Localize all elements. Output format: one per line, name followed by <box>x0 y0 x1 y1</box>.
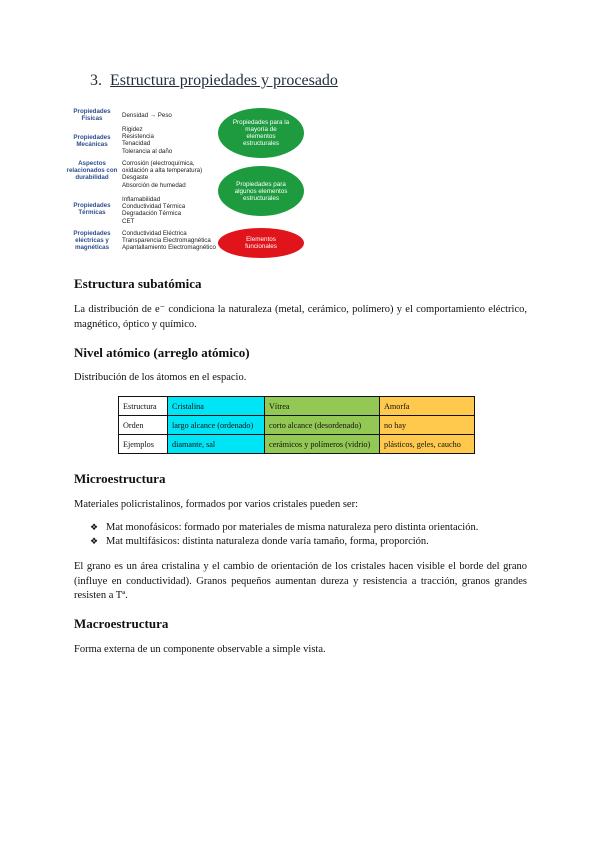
para-grano: El grano es un área cristalina y el cambio de orientación de los cristales hacen visible el borde del grano (influye en conductividad). Granos pequeños aumentan dureza y resistencia a tracción, granos grandes resisten a Tª. <box>74 561 527 601</box>
section-number: 3. <box>90 72 102 89</box>
heading-macro: Macroestructura <box>74 616 169 631</box>
category-durabilidad-items: Corrosión (electroquímica, oxidación a alta temperatura) Desgaste Absorción de humedad <box>122 160 203 189</box>
category-termicas-items: Inflamabilidad Conductividad Térmica Degradación Térmica CET <box>122 196 186 225</box>
page-title <box>90 72 338 90</box>
table-cell: Amorfa <box>380 397 475 416</box>
table-row <box>119 435 475 454</box>
table-cell: Orden <box>119 416 168 435</box>
list-item: ❖ Mat multifásicos: distinta naturaleza donde varía tamaño, forma, proporción. <box>90 536 429 547</box>
table-header-row <box>119 397 475 416</box>
para-macro: Forma externa de un componente observable a simple vista. <box>74 644 326 655</box>
table-cell: diamante, sal <box>168 435 265 454</box>
table-cell: cerámicos y polímeros (vidrio) <box>265 435 380 454</box>
category-durabilidad: Aspectos relacionados con durabilidad <box>66 160 118 181</box>
category-fisicas: Propiedades Físicas <box>73 108 111 122</box>
heading-subatomica: Estructura subatómica <box>74 276 202 291</box>
properties-diagram <box>66 104 334 256</box>
list-item: ❖ Mat monofásicos: formado por materiales de misma naturaleza pero distinta orientación. <box>90 522 479 533</box>
table-cell: plásticos, geles, caucho <box>380 435 475 454</box>
para-atomico: Distribución de los átomos en el espacio. <box>74 372 247 383</box>
structure-table <box>118 396 475 454</box>
para-subatomica: La distribución de e⁻ condiciona la naturaleza (metal, cerámico, polímero) y el comportamiento eléctrico, magnético, óptico y químico. <box>74 304 527 330</box>
table-cell: corto alcance (desordenado) <box>265 416 380 435</box>
diamond-bullet-icon: ❖ <box>90 537 99 547</box>
heading-micro: Microestructura <box>74 471 166 486</box>
table-cell: no hay <box>380 416 475 435</box>
category-mecanicas-items: Rigidez Resistencia Tenacidad Tolerancia al daño <box>122 126 173 155</box>
table-cell: Ejemplos <box>119 435 168 454</box>
category-mecanicas: Propiedades Mecánicas <box>73 134 111 148</box>
table-cell: Cristalina <box>168 397 265 416</box>
table-cell: Estructura <box>119 397 168 416</box>
diamond-bullet-icon: ❖ <box>90 523 99 533</box>
section-title: Estructura propiedades y procesado <box>110 72 338 89</box>
table-row <box>119 416 475 435</box>
category-electricas: Propiedades eléctricas y magnéticas <box>73 230 111 251</box>
para-micro: Materiales policristalinos, formados por varios cristales pueden ser: <box>74 499 359 510</box>
category-fisicas-items: Densidad → Peso <box>122 112 172 119</box>
pill-mayoria-estructurales: Propiedades para la mayoría de elementos estructurales <box>218 108 304 158</box>
pill-funcionales: Elementos funcionales <box>218 228 304 258</box>
heading-atomico: Nivel atómico (arreglo atómico) <box>74 345 250 360</box>
pill-algunos-estructurales: Propiedades para algunos elementos estructurales <box>218 166 304 216</box>
category-termicas: Propiedades Térmicas <box>73 202 111 216</box>
table-cell: largo alcance (ordenado) <box>168 416 265 435</box>
category-electricas-items: Conductividad Eléctrica Transparencia Electromagnética Apantallamiento Electromagnético <box>122 230 216 252</box>
table-cell: Vítrea <box>265 397 380 416</box>
